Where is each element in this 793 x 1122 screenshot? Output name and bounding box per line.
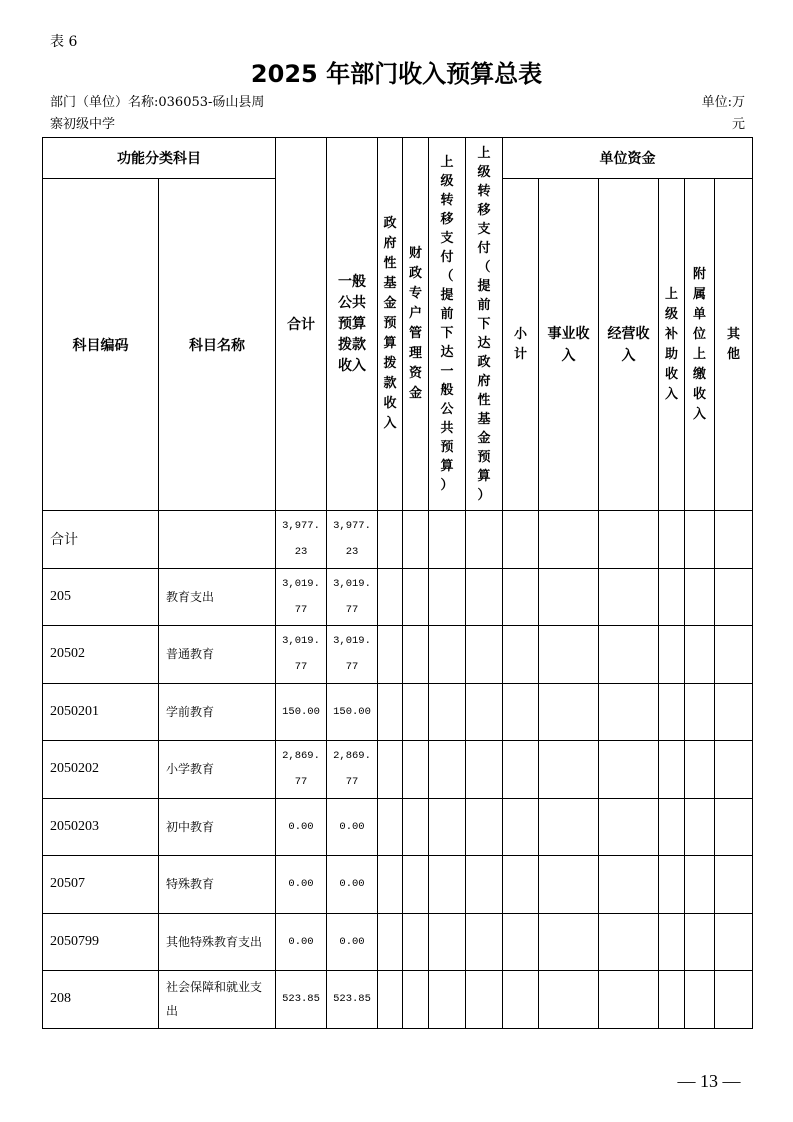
gov-fund-budget-cell <box>378 971 403 1029</box>
transfer-fund-cell <box>466 568 503 626</box>
transfer-general-cell <box>429 856 466 914</box>
transfer-fund-header-label: 上级转移支付（提前下达政府性基金预算） <box>477 145 491 503</box>
transfer-fund-cell <box>466 913 503 971</box>
superior-subsidy-cell <box>659 798 685 856</box>
business-income-cell <box>539 971 599 1029</box>
table-row <box>43 798 753 856</box>
unit-label-line-1: 单位:万 <box>701 95 745 110</box>
gov-fund-budget-cell <box>378 856 403 914</box>
table-row <box>43 568 753 626</box>
general-budget-cell: 0.00 <box>327 856 378 914</box>
fiscal-special-account-header <box>403 138 429 511</box>
subject-name-cell: 社会保障和就业支出 <box>159 971 276 1029</box>
table-number: 表 6 <box>50 34 78 50</box>
subject-name-cell: 其他特殊教育支出 <box>159 913 276 971</box>
superior-subsidy-cell <box>659 971 685 1029</box>
superior-subsidy-header <box>659 179 685 511</box>
business-income-cell <box>539 913 599 971</box>
general-budget-cell: 523.85 <box>327 971 378 1029</box>
gov-fund-budget-header-label: 政府性基金预算拨款收入 <box>383 216 397 431</box>
subordinate-remit-cell <box>685 741 715 799</box>
subject-code-cell: 205 <box>43 568 159 626</box>
other-header <box>715 179 753 511</box>
gov-fund-budget-cell <box>378 913 403 971</box>
general-budget-cell: 0.00 <box>327 798 378 856</box>
business-income-cell <box>539 511 599 569</box>
unit-funds-header: 单位资金 <box>503 138 753 179</box>
other-cell <box>715 511 753 569</box>
gov-fund-budget-cell <box>378 798 403 856</box>
transfer-fund-header <box>466 138 503 511</box>
subject-code-cell: 2050799 <box>43 913 159 971</box>
business-income-header-label: 事业收入 <box>547 325 590 364</box>
transfer-general-header-label: 上级转移支付（提前下达一般公共预算） <box>440 155 454 493</box>
subtotal-cell <box>503 798 539 856</box>
gov-fund-budget-cell <box>378 626 403 684</box>
department-name-line-1: 部门（单位）名称:036053-砀山县周 <box>50 95 265 110</box>
operating-income-header <box>599 179 659 511</box>
total-cell: 523.85 <box>276 971 327 1029</box>
business-income-cell <box>539 568 599 626</box>
transfer-fund-cell <box>466 798 503 856</box>
subtotal-header-label: 小计 <box>513 326 527 362</box>
subtotal-cell <box>503 971 539 1029</box>
operating-income-cell <box>599 741 659 799</box>
general-budget-cell: 150.00 <box>327 683 378 741</box>
subject-name-cell: 学前教育 <box>159 683 276 741</box>
subordinate-remit-cell <box>685 798 715 856</box>
subject-code-cell: 合计 <box>43 511 159 569</box>
transfer-general-cell <box>429 568 466 626</box>
general-budget-cell: 3,019.77 <box>327 626 378 684</box>
operating-income-cell <box>599 626 659 684</box>
subject-code-cell: 2050201 <box>43 683 159 741</box>
subject-name-cell: 特殊教育 <box>159 856 276 914</box>
business-income-cell <box>539 626 599 684</box>
table-row-total <box>43 511 753 569</box>
business-income-cell <box>539 741 599 799</box>
gov-fund-budget-header <box>378 138 403 511</box>
header-row-1 <box>43 138 753 179</box>
transfer-general-cell <box>429 626 466 684</box>
fiscal-special-account-cell <box>403 856 429 914</box>
subordinate-remit-cell <box>685 971 715 1029</box>
total-cell: 2,869.77 <box>276 741 327 799</box>
superior-subsidy-cell <box>659 568 685 626</box>
total-cell: 3,977.23 <box>276 511 327 569</box>
business-income-header <box>539 179 599 511</box>
subtotal-cell <box>503 568 539 626</box>
subordinate-remit-cell <box>685 683 715 741</box>
transfer-fund-cell <box>466 626 503 684</box>
transfer-fund-cell <box>466 971 503 1029</box>
total-cell: 3,019.77 <box>276 568 327 626</box>
superior-subsidy-cell <box>659 683 685 741</box>
subject-code-cell: 20502 <box>43 626 159 684</box>
transfer-fund-cell <box>466 856 503 914</box>
operating-income-cell <box>599 798 659 856</box>
operating-income-cell <box>599 683 659 741</box>
gov-fund-budget-cell <box>378 741 403 799</box>
gov-fund-budget-cell <box>378 511 403 569</box>
fiscal-special-account-cell <box>403 741 429 799</box>
fiscal-special-account-cell <box>403 913 429 971</box>
total-cell: 0.00 <box>276 913 327 971</box>
subordinate-remit-cell <box>685 568 715 626</box>
total-cell: 0.00 <box>276 798 327 856</box>
budget-table <box>42 137 753 1029</box>
transfer-fund-cell <box>466 741 503 799</box>
unit-label-line-2: 元 <box>731 117 745 132</box>
business-income-cell <box>539 683 599 741</box>
subject-name-cell: 教育支出 <box>159 568 276 626</box>
gov-fund-budget-cell <box>378 568 403 626</box>
table-row <box>43 683 753 741</box>
unit-label <box>702 92 745 136</box>
subordinate-remit-header-label: 附属单位上缴收入 <box>692 266 706 422</box>
total-cell: 3,019.77 <box>276 626 327 684</box>
other-cell <box>715 856 753 914</box>
subtotal-cell <box>503 856 539 914</box>
operating-income-cell <box>599 511 659 569</box>
fiscal-special-account-cell <box>403 683 429 741</box>
operating-income-cell <box>599 856 659 914</box>
operating-income-cell <box>599 913 659 971</box>
functional-category-header: 功能分类科目 <box>43 138 276 179</box>
subtotal-cell <box>503 741 539 799</box>
gov-fund-budget-cell <box>378 683 403 741</box>
department-name <box>50 92 264 136</box>
other-cell <box>715 798 753 856</box>
fiscal-special-account-cell <box>403 626 429 684</box>
table-row <box>43 626 753 684</box>
total-header: 合计 <box>276 138 327 511</box>
superior-subsidy-cell <box>659 913 685 971</box>
subtotal-cell <box>503 683 539 741</box>
operating-income-header-label: 经营收入 <box>607 325 650 364</box>
transfer-general-header <box>429 138 466 511</box>
table-row <box>43 741 753 799</box>
general-budget-cell: 0.00 <box>327 913 378 971</box>
subtotal-header <box>503 179 539 511</box>
general-budget-header-label: 一般公共预算拨款收入 <box>337 273 366 374</box>
total-cell: 0.00 <box>276 856 327 914</box>
transfer-general-cell <box>429 741 466 799</box>
subtotal-cell <box>503 511 539 569</box>
fiscal-special-account-cell <box>403 971 429 1029</box>
subordinate-remit-cell <box>685 626 715 684</box>
page-number: — 13 — <box>677 1071 741 1091</box>
business-income-cell <box>539 856 599 914</box>
table-row <box>43 971 753 1029</box>
subject-code-cell: 2050203 <box>43 798 159 856</box>
superior-subsidy-header-label: 上级补助收入 <box>664 286 678 402</box>
superior-subsidy-cell <box>659 511 685 569</box>
department-name-line-2: 寨初级中学 <box>50 117 116 132</box>
subordinate-remit-cell <box>685 913 715 971</box>
operating-income-cell <box>599 568 659 626</box>
operating-income-cell <box>599 971 659 1029</box>
subordinate-remit-cell <box>685 511 715 569</box>
other-cell <box>715 683 753 741</box>
subject-name-cell: 初中教育 <box>159 798 276 856</box>
other-cell <box>715 971 753 1029</box>
transfer-fund-cell <box>466 511 503 569</box>
subject-name-cell: 小学教育 <box>159 741 276 799</box>
other-cell <box>715 568 753 626</box>
superior-subsidy-cell <box>659 856 685 914</box>
superior-subsidy-cell <box>659 741 685 799</box>
fiscal-special-account-header-label: 财政专户管理资金 <box>408 246 422 401</box>
fiscal-special-account-cell <box>403 798 429 856</box>
superior-subsidy-cell <box>659 626 685 684</box>
page-title: 2025 年部门收入预算总表 <box>250 60 543 88</box>
business-income-cell <box>539 798 599 856</box>
table-row <box>43 856 753 914</box>
general-budget-header <box>327 138 378 511</box>
subject-code-cell: 2050202 <box>43 741 159 799</box>
subordinate-remit-header <box>685 179 715 511</box>
subject-code-header: 科目编码 <box>43 179 159 511</box>
transfer-general-cell <box>429 511 466 569</box>
subject-code-cell: 208 <box>43 971 159 1029</box>
other-cell <box>715 626 753 684</box>
other-cell <box>715 741 753 799</box>
transfer-general-cell <box>429 683 466 741</box>
subject-name-header: 科目名称 <box>159 179 276 511</box>
other-header-label: 其他 <box>726 326 740 362</box>
subject-name-cell: 普通教育 <box>159 626 276 684</box>
fiscal-special-account-cell <box>403 568 429 626</box>
transfer-general-cell <box>429 798 466 856</box>
total-cell: 150.00 <box>276 683 327 741</box>
general-budget-cell: 3,977.23 <box>327 511 378 569</box>
table-row <box>43 913 753 971</box>
subtotal-cell <box>503 626 539 684</box>
subtotal-cell <box>503 913 539 971</box>
general-budget-cell: 2,869.77 <box>327 741 378 799</box>
subordinate-remit-cell <box>685 856 715 914</box>
transfer-general-cell <box>429 913 466 971</box>
transfer-general-cell <box>429 971 466 1029</box>
general-budget-cell: 3,019.77 <box>327 568 378 626</box>
transfer-fund-cell <box>466 683 503 741</box>
other-cell <box>715 913 753 971</box>
subject-code-cell: 20507 <box>43 856 159 914</box>
fiscal-special-account-cell <box>403 511 429 569</box>
subject-name-cell <box>159 511 276 569</box>
